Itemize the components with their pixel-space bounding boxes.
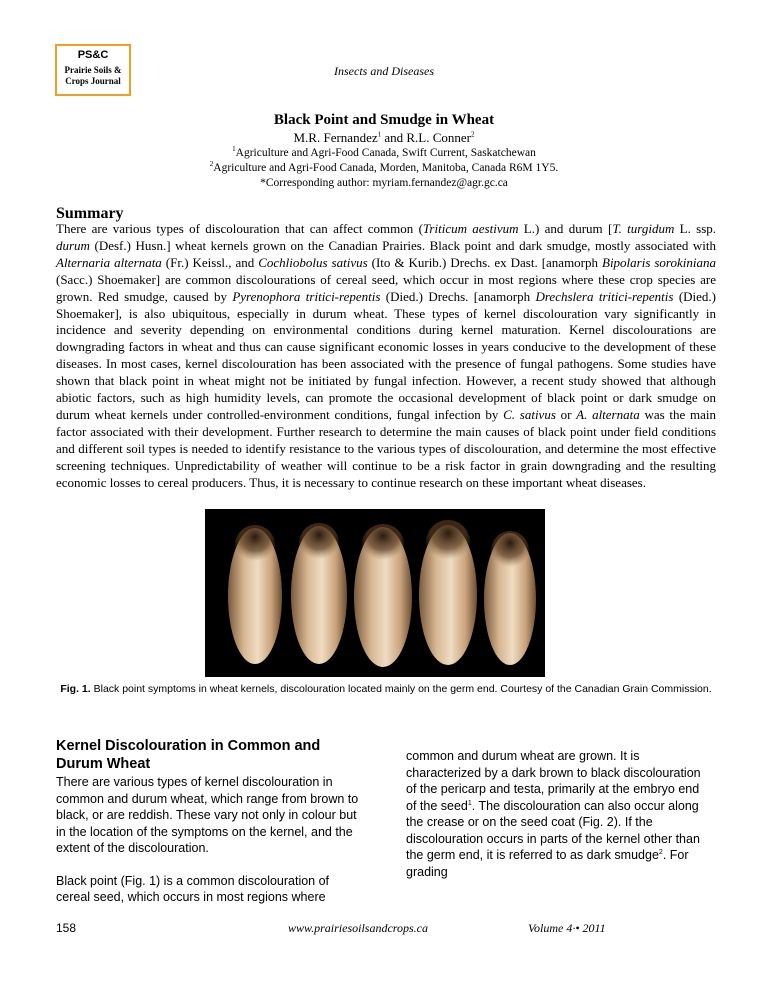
footer-volume: Volume 4·• 2011: [528, 921, 606, 935]
kernel-4: [419, 520, 477, 665]
logo-acronym: PS&C: [77, 49, 109, 61]
body-column-right: common and durum wheat are grown. It is characterized by a dark brown to black discolouration of the pericarp and testa, primarily at the embryo end of the seed$^1$. The discolouration can also occur along the crease or on the seed coat (Fig. 2). If the discolouration occurs in parts of the kernel other than the germ end, it is referred to as dark smudge$^2$. For grading: [406, 749, 701, 879]
affiliation-2: $^2$Agriculture and Agri-Food Canada, Morden, Manitoba, Canada R6M 1Y5.: [209, 160, 559, 174]
summary-text: There are various types of discolouration that can affect common (Triticum aestivum L.) and durum [T. turgidum L. ssp. durum (Desf.) Husn.] wheat kernels grown on the Canadian Prairies. Black point and dark smudge, mostly associated with Alternaria alternata (Fr.) Keissl., and Cochliobolus sativus (Ito & Kurib.) Drechs. ex Dast. [anamorph Bipolaris sorokiniana (Sacc.) Shoemaker] are common discolourations of cereal seed, which occur in most regions where these crop species are grown. Red smudge, caused by Pyrenophora tritici-repentis (Died.) Drechs. [anamorph Drechslera tritici-repentis (Died.) Shoemaker], is also ubiquitous, especially in durum wheat. These types of kernel discolouration vary significantly in incidence and severity depending on environmental conditions during kernel maturation. Kernel discolourations are downgrading factors in wheat and thus can cause significant economic losses in years conducive to the development of these diseases. In most cases, kernel discolouration has been associated with the presence of fungal pathogens. Some studies have shown that black point in wheat might not be initiated by fungal infection. However, a recent study showed that although abiotic factors, such as high humidity levels, can promote the occasional development of black point or dark smudge on durum wheat kernels under controlled-environment conditions, fungal infection by C. sativus or A. alternata was the main factor associated with their development. Further research to determine the main causes of black point under field conditions and different soil types is needed to identify resistance to the various types of discolouration, and determine the most effective screening techniques. Unpredictability of weather will continue to be a risk factor in grain downgrading and the resulting economic losses to cereal producers. Thus, it is necessary to continue research on these important wheat diseases.: [56, 221, 717, 490]
article-title: Black Point and Smudge in Wheat: [273, 112, 495, 128]
paragraph: There are various types of kernel discolouration in common and durum wheat, which range from brown to black, or are reddish. These vary not only in colour but in the location of the symptoms on the kernel, and the extent of the discolouration.: [56, 775, 359, 855]
kernel-5: [484, 531, 536, 665]
wheat-kernels-photo: [205, 509, 545, 677]
section-header: Insects and Diseases: [334, 64, 434, 78]
paragraph: Black point (Fig. 1) is a common discolouration of cereal seed, which occurs in most regions where: [56, 873, 330, 904]
kernel-3: [354, 524, 412, 667]
footer-url: www.prairiesoilsandcrops.ca: [288, 921, 429, 935]
section-heading: Kernel Discolouration in Common and Durum Wheat: [56, 738, 321, 772]
page-number: 158: [56, 921, 77, 935]
authors: M.R. Fernandez$^1$ and R.L. Conner$^2$: [293, 130, 475, 145]
body-column-left: [56, 774, 360, 922]
kernel-2: [291, 523, 347, 664]
kernel-1: [228, 525, 282, 664]
corresponding-author: *Corresponding author: myriam.fernandez@agr.gc.ca: [260, 177, 508, 189]
affiliation-1: $^1$Agriculture and Agri-Food Canada, Swift Current, Saskatchewan: [232, 145, 536, 159]
logo-name: Prairie Soils & Crops Journal: [64, 65, 122, 86]
summary-heading: Summary: [56, 205, 124, 222]
figure-caption: Fig. 1. Black point symptoms in wheat kernels, discolouration located mainly on the germ end. Courtesy of the Canadian Grain Commission.: [60, 683, 712, 695]
